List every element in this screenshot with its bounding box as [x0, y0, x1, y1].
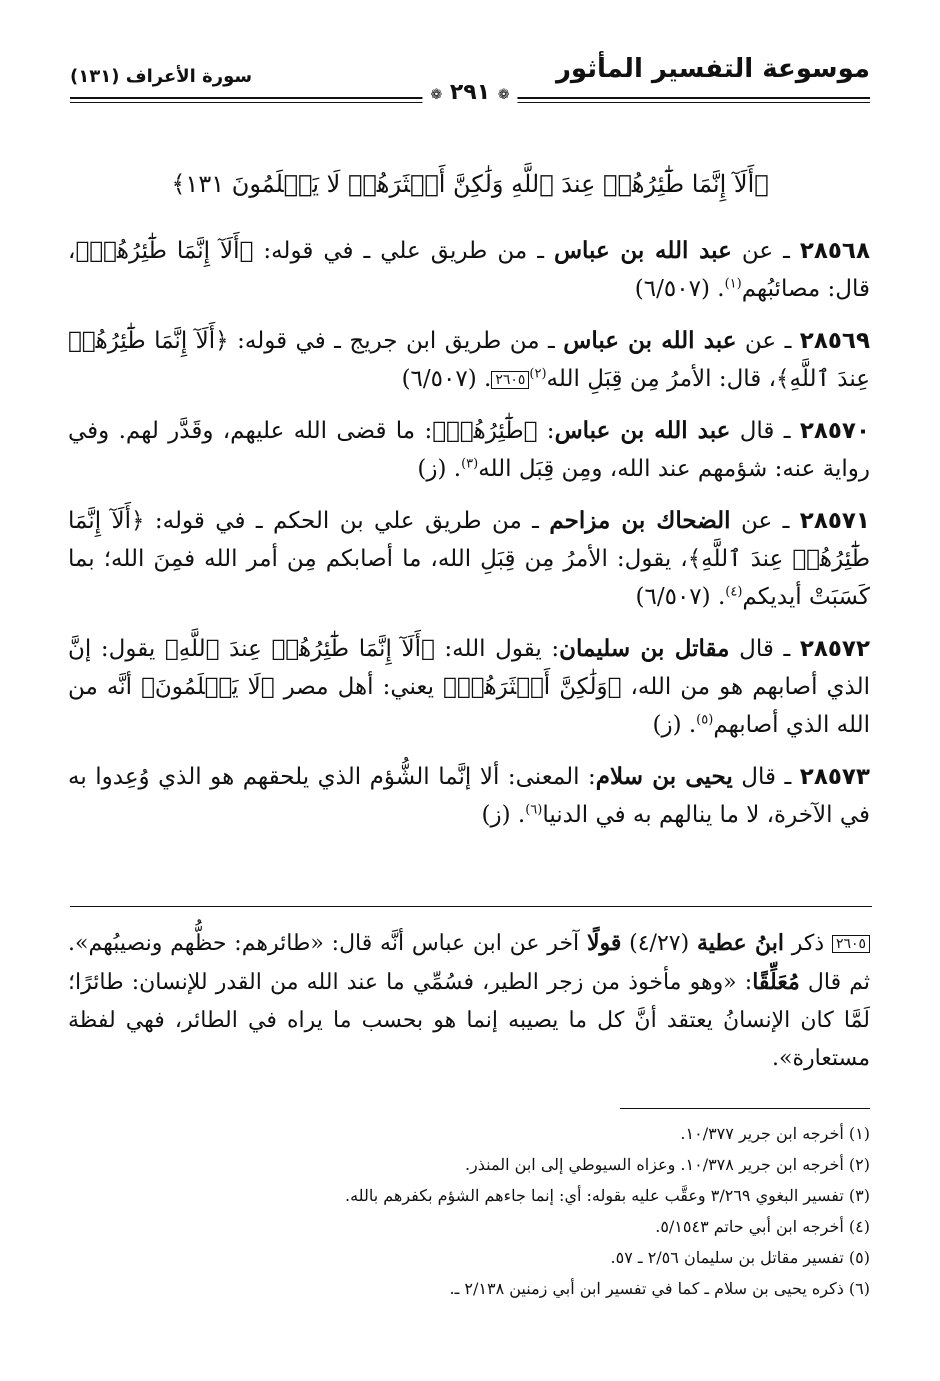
entry-text: ـ قال	[729, 636, 800, 662]
entry-source: . (٦/٥٠٧)	[401, 366, 492, 392]
quran-quote: ﴿لَا يَعۡلَمُونَ﴾	[141, 674, 275, 700]
entry-text: أنَّه من الله الذي أصابهم	[68, 674, 870, 738]
commentary-muallaqan: مُعَلِّقًا	[752, 969, 800, 995]
narrator-name: الضحاك بن مزاحم	[549, 507, 731, 534]
entry-28573	[68, 758, 870, 834]
entry-text: ـ من طريق علي ـ في قوله:	[253, 238, 554, 264]
page-header	[70, 52, 870, 122]
commentary-author: ابنُ عطية	[696, 930, 784, 956]
footnotes	[68, 1118, 870, 1304]
entry-text: ، قال: مصائبُهم	[68, 238, 870, 302]
entry-28568	[68, 232, 870, 308]
footnote-ref: (١)	[724, 276, 742, 292]
entry-28570	[68, 412, 870, 488]
narrator-name: عبد الله بن عباس	[554, 417, 731, 444]
entry-text: :	[537, 418, 555, 444]
commentary-ref: (٤/٢٧)	[621, 931, 697, 956]
commentary-ref-box: ٢٦٠٥	[491, 371, 529, 389]
quran-quote: ﴿أَلَآ إِنَّمَا طَٰٓئِرُهُمۡ عِندَ ٱللَّهِ﴾	[164, 636, 435, 662]
commentary-number-box: ٢٦٠٥	[832, 935, 870, 953]
footnote: (١) أخرجه ابن جرير ١٠/٣٧٧.	[680, 1124, 870, 1143]
entry-28571	[68, 502, 870, 616]
entry-text: ـ قال	[732, 764, 800, 790]
entry-text: : ما قضى الله عليهم، وقَدَّر لهم. وفي رواية عنه: شؤمهم عند الله، ومِن قِبَل الله	[68, 418, 870, 482]
commentary-block	[68, 924, 870, 1078]
footnote: (٦) ذكره يحيى بن سلام ـ كما في تفسير ابن أبي زمنين ٢/١٣٨ ـ.	[449, 1279, 870, 1298]
entry-28569	[68, 322, 870, 398]
footnote: (٣) تفسير البغوي ٣/٢٦٩ وعقَّب عليه بقوله: أي: إنما جاءهم الشؤم بكفرهم بالله.	[345, 1186, 870, 1205]
footnote-ref: (٦)	[525, 802, 543, 818]
entry-number: ٢٨٥٦٨	[799, 238, 871, 264]
ornament-icon: ❁	[497, 87, 510, 103]
entry-text: ، قال: الأمرُ مِن قِبَلِ الله	[546, 366, 777, 392]
entry-number: ٢٨٥٧١	[799, 508, 870, 534]
quran-quote: ﴿أَلَآ إِنَّمَا طَٰٓئِرُهُمۡ عِندَ ٱللَّهِ﴾	[68, 328, 870, 392]
entry-text: ، يقول: الأمرُ مِن قِبَلِ الله، ما أصابكم مِن أمر الله فمِنَ الله؛ بما كَسَبَتْ أيديكم	[68, 546, 870, 610]
book-title: موسوعة التفسير المأثور	[555, 54, 870, 84]
entry-text: ـ من طريق ابن جريج ـ في قوله:	[228, 328, 564, 354]
entry-text: يقول: إنَّ الذي أصابهم هو من الله،	[68, 636, 870, 700]
entry-text: ـ عن	[730, 508, 800, 534]
quran-verse: ﴿أَلَآ إِنَّمَا طَٰٓئِرُهُمۡ عِندَ ٱللَّهِ وَلَٰكِنَّ أَكۡثَرَهُمۡ لَا يَعۡلَمُونَ ١٣١﴾	[171, 170, 769, 198]
entry-text: ـ عن	[736, 328, 800, 354]
entry-source: . (ز)	[481, 802, 526, 828]
footnote: (٢) أخرجه ابن جرير ١٠/٣٧٨. وعزاه السيوطي إلى ابن المنذر.	[464, 1155, 870, 1174]
commentary-text: آخر عن ابن عباس أنَّه قال: «طائرهم: حظُّهم ونصيبُهم». ثم قال	[68, 931, 870, 995]
narrator-name: يحيى بن سلام	[595, 763, 733, 790]
entry-number: ٢٨٥٧٢	[799, 636, 871, 662]
footnote-ref: (٤)	[725, 584, 743, 600]
commentary-separator	[70, 906, 872, 907]
footnote: (٥) تفسير مقاتل بن سليمان ٢/٥٦ ـ ٥٧.	[610, 1248, 870, 1267]
commentary-qawl: قولًا	[586, 930, 622, 956]
entry-number: ٢٨٥٦٩	[799, 328, 870, 354]
page-number-group	[422, 80, 517, 105]
entry-text: : المعنى: ألا إنَّما الشُّؤم الذي يلحقهم هو الذي وُعِدوا به في الآخرة، لا ما ينالهم به في الدنيا	[68, 764, 870, 828]
quran-quote: ﴿طَٰٓئِرُهُمۡ﴾	[432, 418, 538, 444]
quran-quote: ﴿أَلَآ إِنَّمَا طَٰٓئِرُهُمۡ﴾	[75, 238, 254, 264]
entry-text: : يقول الله:	[434, 636, 560, 662]
entry-text: ـ عن	[731, 238, 800, 264]
page-number: ٢٩١	[449, 80, 491, 105]
quran-quote: ﴿أَلَآ إِنَّمَا طَٰٓئِرُهُمۡ عِندَ ٱللَّهِ﴾	[68, 508, 871, 572]
footnote-ref: (٢)	[529, 366, 547, 382]
ornament-icon: ❁	[430, 87, 443, 103]
narrator-name: عبد الله بن عباس	[563, 327, 737, 354]
entry-source: . (ز)	[417, 456, 462, 482]
footnote-ref: (٥)	[696, 712, 714, 728]
entry-text: ـ قال	[730, 418, 800, 444]
commentary-text: ذكر	[784, 931, 832, 956]
quran-quote: ﴿وَلَٰكِنَّ أَكۡثَرَهُمۡ﴾	[443, 674, 622, 700]
footnote-ref: (٣)	[461, 456, 479, 472]
entry-28572	[68, 630, 870, 744]
surah-label: سورة الأعراف (١٣١)	[70, 66, 253, 87]
footnote-separator	[620, 1108, 870, 1109]
entries-body	[68, 232, 870, 848]
entry-source: . (ز)	[652, 712, 697, 738]
entry-text: ـ من طريق علي بن الحكم ـ في قوله:	[144, 508, 550, 534]
entry-text: يعني: أهل مصر	[274, 674, 444, 700]
entry-number: ٢٨٥٧٠	[799, 418, 871, 444]
commentary-text: : «وهو مأخوذ من زجر الطير، فسُمِّي ما عند الله من القدر للإنسان: طائرًا؛ لَمَّا كان الإنسانُ يعتقد أنَّ كل ما يصيبه إنما هو بحسب ما يراه في الطائر، فهي لفظة مستعارة».	[68, 970, 870, 1071]
entry-source: . (٦/٥٠٧)	[634, 276, 725, 302]
footnote: (٤) أخرجه ابن أبي حاتم ٥/١٥٤٣.	[655, 1217, 870, 1236]
entry-source: . (٦/٥٠٧)	[635, 584, 726, 610]
narrator-name: عبد الله بن عباس	[553, 237, 732, 264]
entry-number: ٢٨٥٧٣	[799, 764, 870, 790]
narrator-name: مقاتل بن سليمان	[559, 635, 730, 662]
